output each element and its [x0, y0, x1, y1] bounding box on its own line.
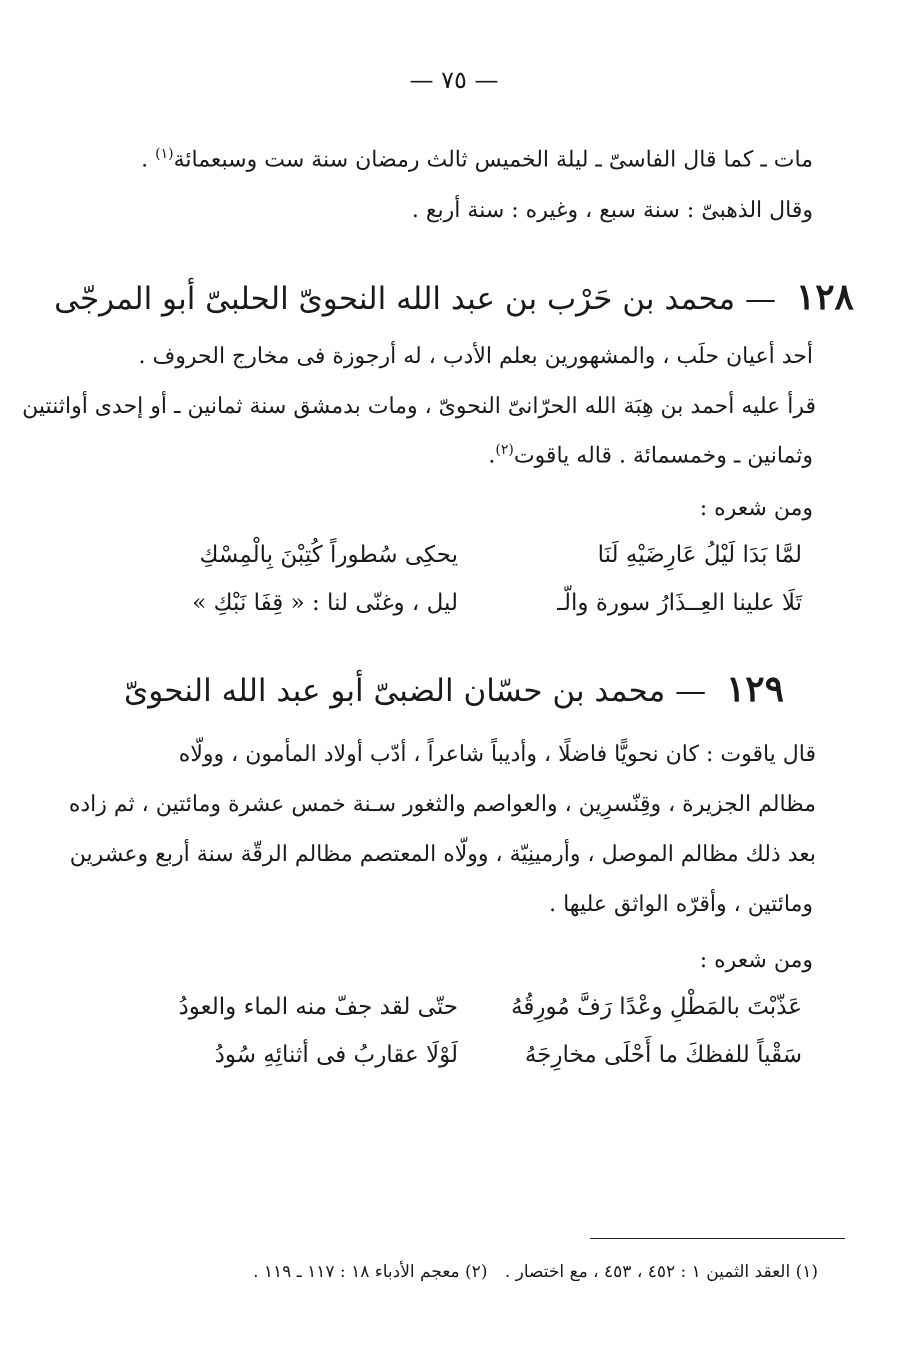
entry-128-heading	[0, 276, 908, 318]
entry-129-line-1: قال ياقوت : كان نحويًّا فاضلًا ، وأديباً شاعراً ، أدّب أولاد المأمون ، وولّاه	[178, 742, 816, 767]
entry-128-line-2: قرأ عليه أحمد بن هِبَة الله الحرّانىّ النحوىّ ، ومات بدمشق سنة ثمانين ـ أو إحدى أواثنتين	[22, 394, 816, 419]
intro-text-1: مات ـ كما قال الفاسىّ ـ ليلة الخميس ثالث رمضان سنة ست وسبعمائة	[173, 147, 813, 173]
entry-129-heading	[0, 668, 908, 710]
page-number: — ٧٥ —	[409, 66, 499, 94]
footnotes	[88, 1262, 818, 1282]
entry-128-line-3-period: .	[488, 443, 496, 469]
footnote-ref-1: (١)	[155, 146, 174, 162]
entry-128-verse-1-right: لمَّا بَدَا لَيْلُ عَارِضَيْهِ لَنَا	[597, 542, 802, 568]
entry-128-poetry-intro: ومن شعره :	[699, 496, 813, 521]
entry-128-number: ١٢٨	[795, 276, 854, 318]
entry-129-poetry-intro: ومن شعره :	[699, 948, 813, 973]
entry-128-line-3	[93, 442, 813, 468]
footnote-2: (٢) معجم الأدباء ١٨ : ١١٧ ـ ١١٩ .	[253, 1262, 488, 1282]
intro-period: .	[141, 147, 156, 173]
entry-129-verse-2-right: سَقْياً للفظكَ ما أَحْلَى مخارِجَهُ	[524, 1042, 802, 1068]
intro-line-2: وقال الذهبىّ : سنة سبع ، وغيره : سنة أربع .	[411, 198, 813, 223]
entry-129-verse-1-left: حتّى لقد جفّ منه الماء والعودُ	[178, 994, 458, 1020]
entry-128-line-1: أحد أعيان حلَب ، والمشهورين بعلم الأدب ، له أرجوزة فى مخارج الحروف .	[138, 344, 813, 369]
entry-129-name: — محمد بن حسّان الضبىّ أبو عبد الله النحوىّ	[124, 673, 707, 709]
entry-129-line-2: مظالم الجزيرة ، وقِنّسرِين ، والعواصم والثغور سـنة خمس عشرة ومائتين ، ثم زاده	[68, 792, 816, 817]
entry-129-number: ١٢٩	[725, 668, 784, 710]
footnote-separator	[590, 1238, 845, 1239]
entry-128-verse-1-left: يحكِى سُطوراً كُتِبْنَ بِالْمِسْكِ	[199, 542, 458, 568]
entry-129-verse-1-right: عَذّبْتَ بالمَطْلِ وعْدًا رَفَّ مُورِقُهُ	[511, 994, 802, 1020]
entry-129-verse-2-left: لَوْلَا عقاربُ فى أثنائِهِ سُودُ	[214, 1042, 458, 1068]
entry-128-verse-2-right: تَلَا علينا العِــذَارُ سورة والّـ	[557, 590, 802, 616]
entry-128-verse-2-left: ليل ، وغنّى لنا : « قِفَا نَبْكِ »	[192, 590, 458, 616]
entry-128-line-3-text: وثمانين ـ وخمسمائة . قاله ياقوت	[513, 443, 813, 469]
intro-line-1	[93, 146, 813, 172]
entry-129-line-4: ومائتين ، وأقرّه الواثق عليها .	[549, 892, 813, 917]
entry-129-line-3: بعد ذلك مظالم الموصل ، وأرمينِيّة ، وولّاه المعتصم مظالم الرقّة سنة أربع وعشرين	[69, 842, 816, 867]
footnote-ref-2: (٢)	[495, 442, 514, 458]
entry-128-name: — محمد بن حَرْب بن عبد الله النحوىّ الحلبىّ أبو المرجّى	[54, 281, 776, 317]
footnote-1: (١) العقد الثمين ١ : ٤٥٢ ، ٤٥٣ ، مع اختصار .	[504, 1262, 818, 1282]
